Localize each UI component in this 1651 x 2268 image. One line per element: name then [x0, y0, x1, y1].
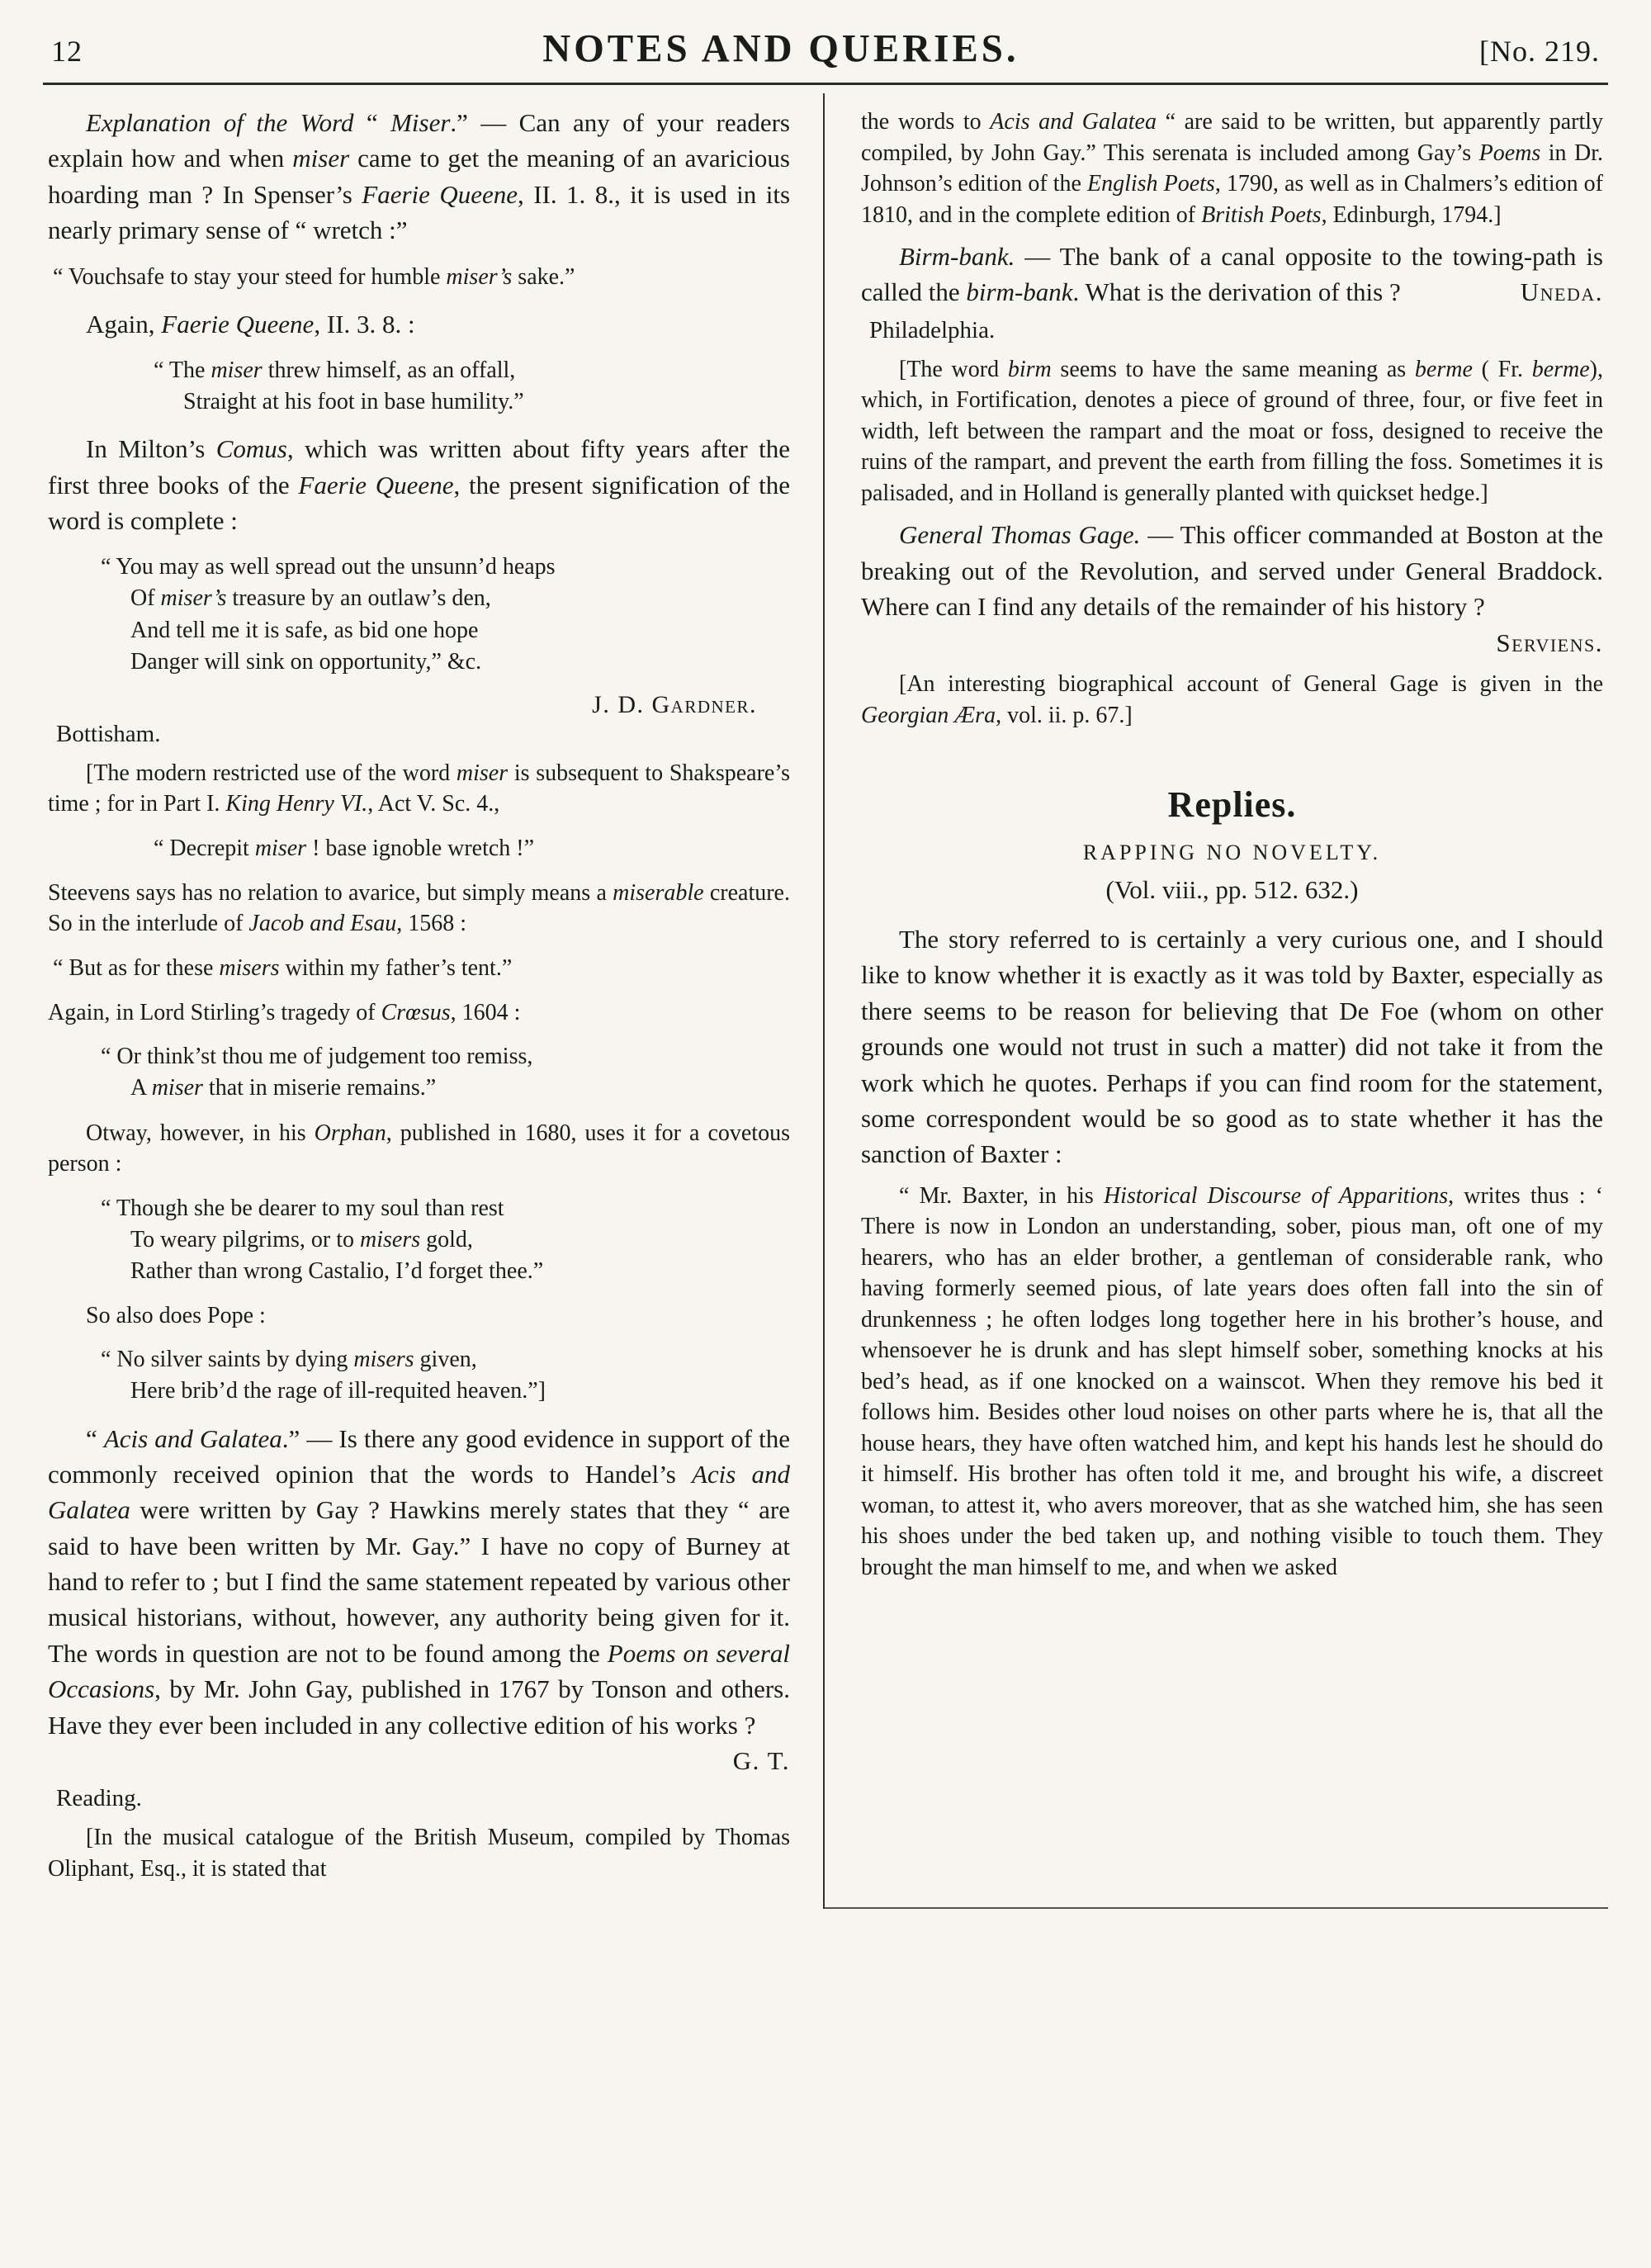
paragraph [48, 431, 790, 538]
text-run: , by Mr. John Gay, published in 1767 by Tonson and others. Have they ever been included in any collective edition of his works ? [48, 1674, 790, 1740]
text-run: given, [414, 1347, 477, 1373]
text-run: , writes thus : ‘ There is now in London an understanding, sober, pious man, oft one of my hearers, who has an elder brother, a gentleman of considerable rank, who having formerly seemed pious, of late years does often fall into the sin of drunkenness ; he often lodges long together here in his brother’s house, and whensoever he is drunk and has slept himself sober, something knocks at his bed’s head, as if one knocked on a wainscot. When they remove his bed it follows him. Besides other loud noises on other parts where he is, that all the house hears, they have often watched him, and kept his hands lest he should do it himself. His brother has often told it me, and brought his wife, a discreet woman, to attest it, who avers moreover, that as she watched him, she has seen his shoes under the bed taken up, and nothing visible to touch them. They brought the man himself to me, and when we asked [861, 1182, 1603, 1580]
text-run: (Vol. viii., pp. 512. 632.) [1105, 875, 1359, 905]
quote-line [130, 1256, 790, 1287]
text-run: ( Fr. [1472, 356, 1532, 382]
text-run: the words to [861, 109, 991, 135]
text-run: Faerie Queene [362, 179, 518, 209]
quote-line [183, 386, 790, 418]
text-run: were written by Gay ? Hawkins merely states that they “ are said to have been written by Mr. Gay.” I have no copy of Burney at hand to refer to ; but I find the same statement repeated by various other musical historians, without, however, any authority being given for it. The words in question are not to be found among the [48, 1495, 790, 1668]
text-run: J. D. Gardner. [592, 690, 757, 718]
text-run: miser [456, 760, 509, 786]
text-run: “ Or think’st thou me of judgement too remiss, [101, 1044, 533, 1070]
text-run: Jacob and Esau [248, 911, 397, 937]
verse-quote [53, 953, 790, 984]
place-line [869, 317, 1603, 344]
paragraph [48, 1421, 790, 1779]
paragraph [48, 306, 790, 342]
text-run: , 1790, as well as in Chalmers’s edition of 1810, and in the complete edition of [861, 171, 1603, 228]
text-run: Explanation of the Word [86, 108, 354, 137]
text-run: Replies. [1167, 784, 1297, 826]
text-run: RAPPING NO NOVELTY. [1082, 840, 1382, 865]
text-run: Birm-bank. [899, 242, 1015, 272]
verse-quote [101, 1041, 790, 1104]
text-run: Acis and Galatea [990, 109, 1157, 135]
text-run: is subsequent to Shakspeare’s time ; for in Part I. [48, 760, 790, 817]
text-run: In Milton’s [86, 434, 216, 464]
text-run: miser [292, 144, 350, 173]
text-run: Here brib’d the rage of ill-requited heaven.”] [130, 1378, 546, 1404]
volume-reference [861, 875, 1603, 905]
text-run: [The word [899, 356, 1008, 382]
two-column-body [43, 93, 1608, 1909]
text-run: [In the musical catalogue of the British Museum, compiled by Thomas Oliphant, Esq., it is stated that [48, 1825, 790, 1882]
text-run: , published in 1680, uses it for a covetous person : [48, 1120, 790, 1177]
quote-line [130, 583, 790, 614]
signature: Serviens. [1496, 627, 1603, 657]
text-run: Of [130, 585, 161, 612]
text-run: , the present signification of the word is complete : [48, 470, 790, 535]
text-run: Bottisham. [56, 720, 161, 747]
text-run: Danger will sink on opportunity,” &c. [130, 648, 482, 675]
text-run: General Thomas Gage. [899, 520, 1141, 550]
paragraph [48, 1300, 790, 1332]
text-run: miser [151, 1075, 203, 1101]
paragraph [861, 921, 1603, 1172]
issue-number: [No. 219. [1478, 35, 1600, 68]
page-header [43, 21, 1608, 85]
text-run: “ Decrepit [154, 835, 255, 861]
text-run: ), which, in Fortification, denotes a piece of ground of three, four, or five feet in width, left between the rampart and the moat or foss, designed to receive the ruins of the rampart, and prevent the earth from filling the foss. Sometimes it is palisaded, and in Holland is generally planted with quickset hedge.] [861, 356, 1603, 506]
verse-quote [154, 833, 790, 864]
paragraph [48, 105, 790, 249]
text-run: miser [211, 357, 263, 384]
text-run: The story referred to is certainly a very curious one, and I should like to know whether it is exactly as it was told by Baxter, especially as there seems to be reason for believing that De Foe (whom on other grounds one would not trust in such a matter) did not take it from the work which he quotes. Perhaps if you can find room for the statement, some correspondent would be so good as to state whether it has the sanction of Baxter : [861, 925, 1603, 1169]
text-run: that in miserie remains.” [202, 1075, 437, 1101]
text-run: Historical Discourse of Apparitions [1103, 1182, 1449, 1209]
text-run: “ No silver saints by dying [101, 1347, 354, 1373]
text-run: Philadelphia. [869, 316, 996, 343]
quote-line [130, 615, 790, 646]
text-run: Reading. [56, 1785, 142, 1812]
paragraph [48, 758, 790, 820]
verse-quote [154, 355, 790, 418]
text-run: .” — Can any of your readers explain how and when [48, 108, 790, 173]
quote-line [101, 1193, 790, 1224]
text-run: threw himself, as an offall, [262, 357, 516, 384]
text-run: berme [1531, 356, 1590, 382]
text-run: Again, [86, 309, 162, 339]
text-run: miser’s [446, 263, 513, 290]
text-run: , II. 1. 8., it is used in its nearly primary sense of “ wretch :” [48, 179, 790, 245]
quote-line [130, 646, 790, 678]
text-run: Orphan [314, 1120, 386, 1146]
text-run: Otway, however, in his [86, 1120, 315, 1146]
text-run: treasure by an outlaw’s den, [226, 585, 491, 612]
quote-line [101, 552, 790, 583]
article-heading [861, 840, 1603, 865]
quote-line [130, 1072, 790, 1104]
paragraph [861, 354, 1603, 509]
text-run: came to get the meaning of an avaricious hoarding man ? In Spenser’s [48, 144, 790, 209]
text-run: sake.” [512, 263, 575, 290]
text-run: misers [219, 954, 280, 981]
quote-line [53, 262, 790, 293]
verse-quote [53, 262, 790, 293]
text-run: So also does Pope : [86, 1302, 266, 1328]
text-run: Again, in Lord Stirling’s tragedy of [48, 999, 381, 1025]
text-run: misers [353, 1347, 414, 1373]
text-run: A [130, 1075, 152, 1101]
quote-line [101, 1344, 790, 1375]
quote-line [154, 355, 790, 386]
text-run: [An interesting biographical account of General Gage is given in the [899, 670, 1603, 697]
quote-line [53, 953, 790, 984]
place-line [56, 721, 790, 748]
text-run: Faerie Queene [161, 309, 315, 339]
text-run: within my father’s tent.” [279, 954, 513, 981]
signature: Uneda. [1520, 277, 1603, 307]
left-column [43, 93, 825, 1909]
text-run: .” — Is there any good evidence in support of the commonly received opinion that the words to Handel’s [48, 1423, 790, 1489]
text-run: . What is the derivation of this ? [1072, 277, 1401, 307]
paragraph [861, 239, 1603, 310]
text-run: Acis and Galatea [103, 1423, 282, 1453]
text-run: English Poets [1087, 171, 1215, 197]
text-run: , II. 3. 8. : [314, 309, 415, 339]
place-line [56, 1785, 790, 1812]
text-run: creature. So in the interlude of [48, 879, 790, 937]
text-run: Poems on several Occasions [48, 1638, 790, 1704]
text-run: [The modern restricted use of the word [86, 760, 457, 786]
text-run: “ Vouchsafe to stay your steed for humble [53, 263, 447, 290]
text-run: To weary pilgrims, or to [130, 1226, 360, 1252]
text-run: Georgian Æra [861, 702, 996, 728]
paragraph [48, 878, 790, 940]
page-number: 12 [51, 35, 83, 68]
paragraph [48, 997, 790, 1029]
text-run: “ [86, 1423, 104, 1453]
text-run: “ are said to be written, but apparently partly compiled, by John Gay.” This serenata is included among Gay’s [861, 109, 1603, 166]
text-run: miser’s [160, 585, 227, 612]
text-run: Acis and Galatea [48, 1459, 790, 1525]
text-run: King Henry VI. [225, 791, 368, 817]
text-run: “ [353, 108, 391, 137]
paragraph [861, 1181, 1603, 1584]
text-run: gold, [420, 1226, 473, 1252]
quote-line [101, 1041, 790, 1072]
text-run: , 1604 : [450, 999, 521, 1025]
signature-line [48, 691, 790, 719]
right-column [825, 93, 1608, 1909]
text-run: And tell me it is safe, as bid one hope [130, 617, 479, 643]
text-run: “ Though she be dearer to my soul than rest [101, 1195, 504, 1221]
paragraph [48, 1118, 790, 1180]
quote-line [130, 1375, 790, 1407]
quote-line [154, 833, 790, 864]
quote-line [130, 1224, 790, 1256]
verse-quote [101, 552, 790, 677]
text-run: birm-bank [966, 277, 1073, 307]
text-run: , which was written about fifty years after the first three books of the [48, 434, 790, 500]
text-run: “ But as for these [53, 954, 220, 981]
paragraph [861, 517, 1603, 661]
text-run: Crœsus [381, 999, 451, 1025]
text-run: Straight at his foot in base humility.” [183, 389, 524, 415]
paragraph [861, 669, 1603, 731]
text-run: seems to have the same meaning as [1051, 356, 1415, 382]
text-run: “ The [154, 357, 211, 384]
text-run: Steevens says has no relation to avarice, but simply means a [48, 879, 613, 906]
text-run: Comus [215, 434, 287, 464]
text-run: birm [1007, 356, 1052, 382]
text-run: berme [1414, 356, 1473, 382]
verse-quote [101, 1344, 790, 1407]
text-run: , Act V. Sc. 4., [367, 791, 500, 817]
text-run: misers [360, 1226, 421, 1252]
text-run: in Dr. Johnson’s edition of the [861, 140, 1603, 197]
text-run: ! base ignoble wretch !” [306, 835, 535, 861]
text-run: , Edinburgh, 1794.] [1321, 201, 1502, 228]
text-run: — This officer commanded at Boston at the breaking out of the Revolution, and served under General Braddock. Where can I find any details of the remainder of his history ? [861, 520, 1603, 622]
text-run: , 1568 : [396, 911, 467, 937]
verse-quote [101, 1193, 790, 1287]
text-run: — The bank of a canal opposite to the towing-path is called the [861, 242, 1603, 307]
section-heading-replies [861, 784, 1603, 826]
signature: G. T. [732, 1746, 790, 1776]
paragraph [48, 1822, 790, 1884]
text-run: “ You may as well spread out the unsunn’d heaps [101, 554, 556, 580]
text-run: Miser [390, 108, 451, 137]
text-run: Poems [1478, 140, 1541, 166]
publication-title: NOTES AND QUERIES. [542, 26, 1019, 71]
text-run: British Poets [1201, 201, 1322, 228]
text-run: “ Mr. Baxter, in his [899, 1182, 1104, 1209]
text-run: , vol. ii. p. 67.] [996, 702, 1133, 728]
text-run: Faerie Queene [298, 470, 454, 500]
text-run: miser [254, 835, 307, 861]
text-run: Rather than wrong Castalio, I’d forget thee.” [130, 1257, 544, 1284]
text-run: miserable [613, 879, 704, 906]
paragraph [861, 107, 1603, 230]
